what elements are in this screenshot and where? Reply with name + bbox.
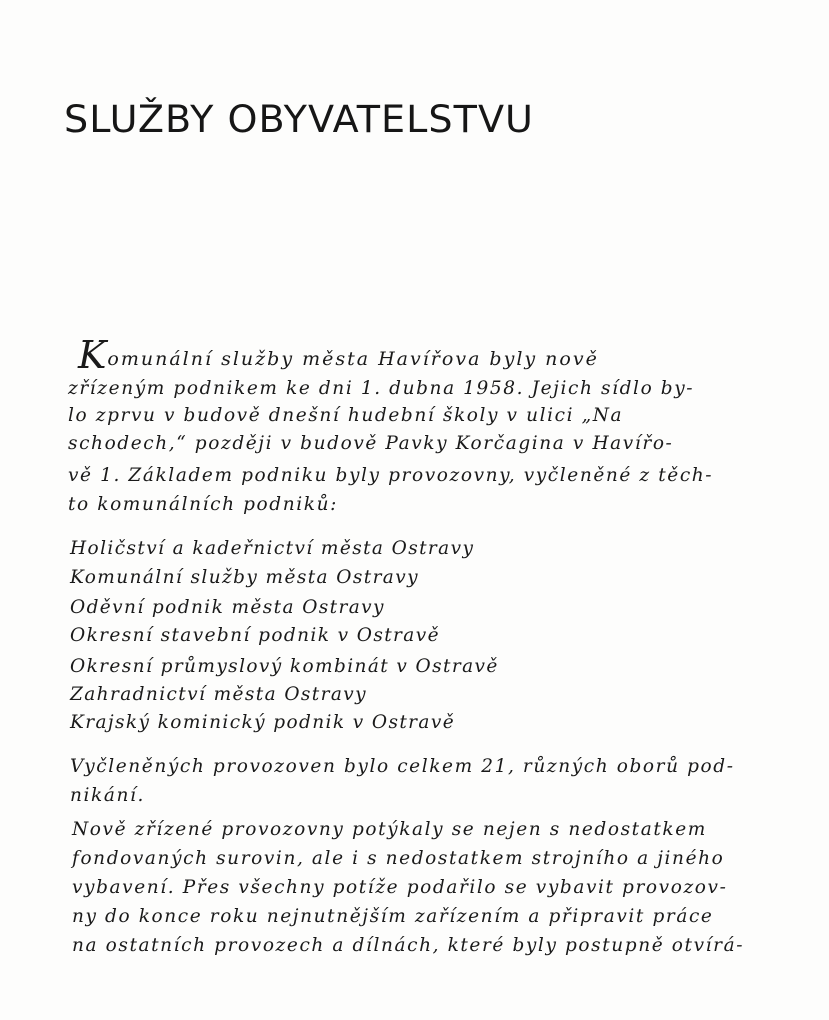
intro-line-text: omunální služby města Havířova byly nově: [107, 348, 599, 370]
intro-line-2: zřízeným podnikem ke dni 1. dubna 1958. Jejich sídlo by-: [68, 378, 695, 399]
intro-line-5: vě 1. Základem podniku byly provozovny, vyčleněné z těch-: [68, 465, 714, 486]
closing-line-4: ny do konce roku nejnutnějším zařízením a připravit práce: [72, 906, 714, 927]
enterprise-list-item: Krajský kominický podnik v Ostravě: [70, 712, 456, 733]
enterprise-list-item: Zahradnictví města Ostravy: [70, 684, 367, 705]
closing-line-2: fondovaných surovin, ale i s nedostatkem strojního a jiného: [72, 848, 725, 869]
drop-initial: K: [78, 333, 108, 377]
enterprise-list-item: Komunální služby města Ostravy: [70, 567, 419, 588]
enterprise-list-item: Oděvní podnik města Ostravy: [70, 597, 385, 618]
summary-line-2: nikání.: [70, 785, 145, 806]
page-title: SLUŽBY OBYVATELSTVU: [64, 98, 535, 141]
closing-line-1: Nově zřízené provozovny potýkaly se nejen s nedostatkem: [72, 819, 707, 840]
intro-line-1: [78, 333, 599, 377]
intro-line-4: schodech,“ později v budově Pavky Korčagina v Havířo-: [68, 433, 674, 454]
closing-line-5: na ostatních provozech a dílnách, které byly postupně otvírá-: [72, 935, 745, 956]
enterprise-list-item: Holičství a kadeřnictví města Ostravy: [70, 538, 475, 559]
summary-line-1: Vyčleněných provozoven bylo celkem 21, různých oborů pod-: [70, 756, 735, 777]
intro-line-3: lo zprvu v budově dnešní hudební školy v ulici „Na: [68, 405, 624, 426]
intro-line-6: to komunálních podniků:: [68, 494, 338, 515]
enterprise-list-item: Okresní stavební podnik v Ostravě: [70, 625, 440, 646]
closing-line-3: vybavení. Přes všechny potíže podařilo se vybavit provozov-: [72, 877, 728, 898]
enterprise-list-item: Okresní průmyslový kombinát v Ostravě: [70, 656, 499, 677]
